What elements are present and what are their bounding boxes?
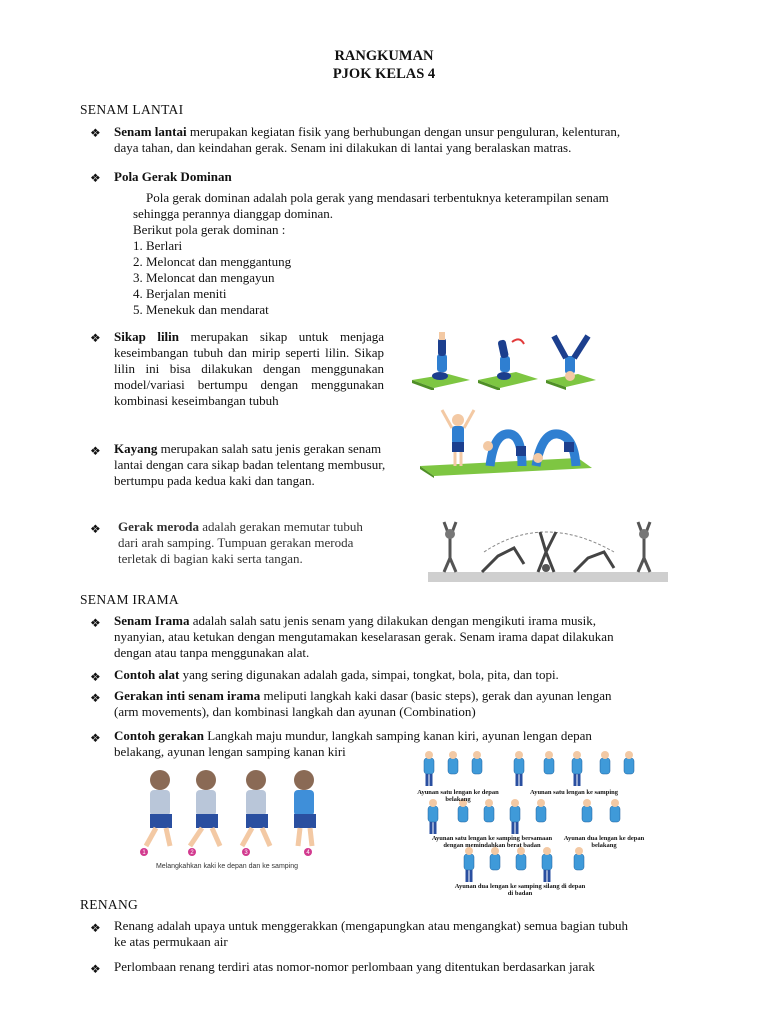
bullet-icon: ❖ (90, 616, 101, 630)
senam-irama-definition-cont: nyanyian, atau ketukan dengan mengutamakan keselarasan gerak. Senam irama dapat dilakukan (114, 629, 614, 644)
senam-irama-definition (114, 613, 734, 629)
senam-lantai-definition (114, 124, 714, 140)
text: merupakan sikap untuk menjaga keseimbangan tubuh dan mirip seperti lilin. Sikap lilin ini bisa dilakukan dengan menggunakan model/variasi bertumpu dengan menggunakan kombinasi keseimbangan tubuh (114, 329, 384, 408)
term: Contoh gerakan (114, 728, 204, 743)
term: Contoh alat (114, 667, 180, 682)
senam-lantai-definition-cont: daya tahan, dan keindahan gerak. Senam ini dilakukan di lantai yang beralaskan matras. (114, 140, 572, 155)
figure-1 (442, 410, 474, 466)
girl-figure-2 (190, 770, 220, 846)
term: Gerak meroda (118, 519, 199, 534)
list-item: 1. Berlari (133, 238, 183, 253)
list-item: 2. Meloncat dan menggantung (133, 254, 292, 269)
figure-2 (478, 339, 538, 390)
step-number: 1 (142, 850, 146, 856)
bullet-icon: ❖ (90, 691, 101, 705)
renang-definition: Renang adalah upaya untuk menggerakkan (mengapungkan atau mengangkat) semua bagian tubuh (114, 918, 629, 933)
text: Langkah maju mundur, langkah samping kanan kiri, ayunan lengan depan (203, 728, 592, 743)
bullet-icon: ❖ (90, 171, 101, 185)
doc-subtitle: PJOK KELAS 4 (332, 66, 436, 82)
boy-row-1 (424, 758, 634, 774)
meroda-text (118, 519, 386, 567)
bullet-icon: ❖ (90, 670, 101, 684)
girl-figure-4 (294, 770, 316, 846)
figure-1 (412, 332, 470, 390)
section-heading-renang: RENANG (80, 897, 139, 912)
caption: Ayunan satu lengan ke samping bersamaan (431, 835, 553, 842)
figure-3 (546, 336, 596, 390)
caption: Ayunan dua lengan ke samping silang di depan (454, 883, 586, 890)
bullet-icon: ❖ (90, 331, 101, 345)
caption: Ayunan satu lengan ke samping (529, 789, 619, 796)
text: yang sering digunakan adalah gada, simpai, tongkat, bola, pita, dan topi. (179, 667, 559, 682)
pola-paragraph: Pola gerak dominan adalah pola gerak yang mendasari terbentuknya keterampilan senam (146, 190, 609, 205)
text: merupakan kegiatan fisik yang berhubungan dengan unsur penguluran, kelenturan, (186, 124, 621, 139)
pola-list (133, 238, 291, 318)
meroda-illustration (424, 512, 672, 584)
list-item: 4. Berjalan meniti (133, 286, 227, 301)
sikap-lilin-illustration (408, 330, 598, 390)
doc-title: RANGKUMAN (334, 48, 434, 64)
figure-2 (483, 434, 526, 466)
bullet-icon: ❖ (90, 731, 101, 745)
boy-row-2 (428, 806, 620, 822)
bullet-icon: ❖ (90, 126, 101, 140)
bullet-icon: ❖ (90, 962, 101, 976)
text: merupakan salah satu jenis gerakan senam lantai dengan cara sikap badan telentang membusur, bertumpu pada kedua kaki dan tangan. (114, 441, 386, 488)
contoh-alat-text (114, 667, 734, 683)
text: adalah salah satu jenis senam yang dilakukan dengan mengikuti irama musik, (189, 613, 596, 628)
langkah-caption: Melangkahkan kaki ke depan dan ke samping (155, 863, 299, 870)
list-item: 3. Meloncat dan mengayun (133, 270, 275, 285)
term: Kayang (114, 441, 158, 456)
bullet-icon: ❖ (90, 522, 101, 536)
girl-figure-1 (146, 770, 172, 846)
kayang-text (114, 441, 386, 489)
sikap-lilin-text (114, 329, 384, 409)
caption: dengan memindahkan berat badan (443, 842, 541, 849)
caption: belakang (445, 796, 471, 803)
step-number: 2 (190, 850, 194, 856)
boy-row-3 (464, 854, 584, 870)
section-heading-senam-irama: SENAM IRAMA (80, 592, 179, 607)
contoh-gerakan-text (114, 728, 734, 744)
term: Senam lantai (114, 124, 187, 139)
pola-heading: Pola Gerak Dominan (114, 169, 232, 184)
perlombaan-renang-text: Perlombaan renang terdiri atas nomor-nomor perlombaan yang ditentukan berdasarkan jarak (114, 959, 595, 974)
contoh-gerakan-text-cont: belakang, ayunan lengan samping kanan kiri (114, 744, 346, 759)
bullet-icon: ❖ (90, 444, 101, 458)
caption: belakang (591, 842, 617, 849)
step-number: 4 (306, 850, 310, 856)
renang-definition-cont: ke atas permukaan air (114, 934, 228, 949)
text: adalah gerakan memutar tubuh dari arah samping. Tumpuan gerakan meroda terletak di bagian kaki serta tangan. (118, 519, 363, 566)
pola-paragraph-cont: sehingga perannya dianggap dominan. (133, 206, 333, 221)
gerakan-inti-text (114, 688, 734, 704)
langkah-kaki-illustration (122, 764, 332, 876)
gerakan-inti-text-cont: (arm movements), dan kombinasi langkah dan ayunan (Combination) (114, 704, 476, 719)
kayang-illustration (418, 406, 594, 478)
term: Gerakan inti senam irama (114, 688, 261, 703)
text: meliputi langkah kaki dasar (basic steps), gerak dan ayunan lengan (260, 688, 612, 703)
caption: Ayunan satu lengan ke depan (417, 789, 499, 796)
section-heading-senam-lantai: SENAM LANTAI (80, 102, 184, 117)
term: Sikap lilin (114, 329, 180, 344)
girl-figure-3 (242, 770, 270, 846)
ayunan-lengan-illustration (414, 750, 646, 898)
caption: di badan (507, 890, 533, 897)
list-item: 5. Menekuk dan mendarat (133, 302, 269, 317)
caption: Ayunan dua lengan ke depan (563, 835, 645, 842)
pola-list-intro: Berikut pola gerak dominan : (133, 222, 286, 237)
step-number: 3 (244, 850, 248, 856)
senam-irama-definition-cont: dengan atau tanpa menggunakan alat. (114, 645, 310, 660)
term: Senam Irama (114, 613, 190, 628)
bullet-icon: ❖ (90, 921, 101, 935)
